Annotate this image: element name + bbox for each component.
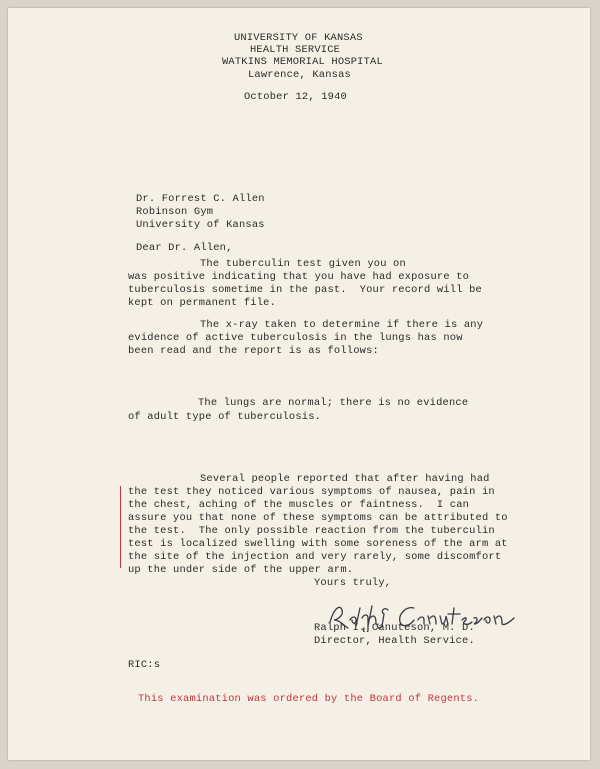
paragraph1-line: The tuberculin test given you on: [200, 258, 406, 270]
paragraph2-line: been read and the report is as follows:: [128, 345, 379, 357]
recipient-name: Dr. Forrest C. Allen: [136, 193, 265, 205]
letterhead-institution: UNIVERSITY OF KANSAS: [234, 32, 363, 44]
paragraph2-line: The x-ray taken to determine if there is any: [200, 319, 484, 331]
paragraph3-line: the test. The only possible reaction from the tuberculin: [128, 525, 495, 537]
salutation: Dear Dr. Allen,: [136, 242, 233, 254]
paragraph3-line: the test they noticed various symptoms of nausea, pain in: [128, 486, 495, 498]
paragraph3-line: the chest, aching of the muscles or faintness. I can: [128, 499, 470, 511]
margin-red-mark: [120, 486, 121, 568]
letterhead-department: HEALTH SERVICE: [250, 44, 341, 56]
typist-initials: RIC:s: [128, 659, 161, 671]
recipient-building: Robinson Gym: [136, 206, 214, 218]
regents-footnote: This examination was ordered by the Board of Regents.: [138, 693, 480, 705]
recipient-organization: University of Kansas: [136, 219, 265, 231]
paragraph3-line: Several people reported that after having had: [200, 473, 490, 485]
letterhead-hospital: WATKINS MEMORIAL HOSPITAL: [222, 56, 383, 68]
paragraph3-line: assure you that none of these symptoms can be attributed to: [128, 512, 508, 524]
paragraph3-line: up the under side of the upper arm.: [128, 564, 354, 576]
report-line: of adult type of tuberculosis.: [128, 411, 322, 423]
letter-date: October 12, 1940: [244, 91, 347, 103]
closing: Yours truly,: [314, 577, 392, 589]
paragraph1-line: was positive indicating that you have had exposure to: [128, 271, 470, 283]
signer-title: Director, Health Service.: [314, 635, 475, 647]
letterhead-location: Lawrence, Kansas: [248, 69, 351, 81]
report-line: The lungs are normal; there is no evidence: [198, 397, 469, 409]
signer-name: Ralph I. Canuteson, M. D.: [314, 622, 475, 634]
paragraph3-line: the site of the injection and very rarely, some discomfort: [128, 551, 502, 563]
letter-page: [8, 8, 590, 760]
paragraph3-line: test is localized swelling with some soreness of the arm at: [128, 538, 508, 550]
paragraph1-line: tuberculosis sometime in the past. Your record will be: [128, 284, 482, 296]
paragraph2-line: evidence of active tuberculosis in the lungs has now: [128, 332, 463, 344]
paragraph1-line: kept on permanent file.: [128, 297, 277, 309]
